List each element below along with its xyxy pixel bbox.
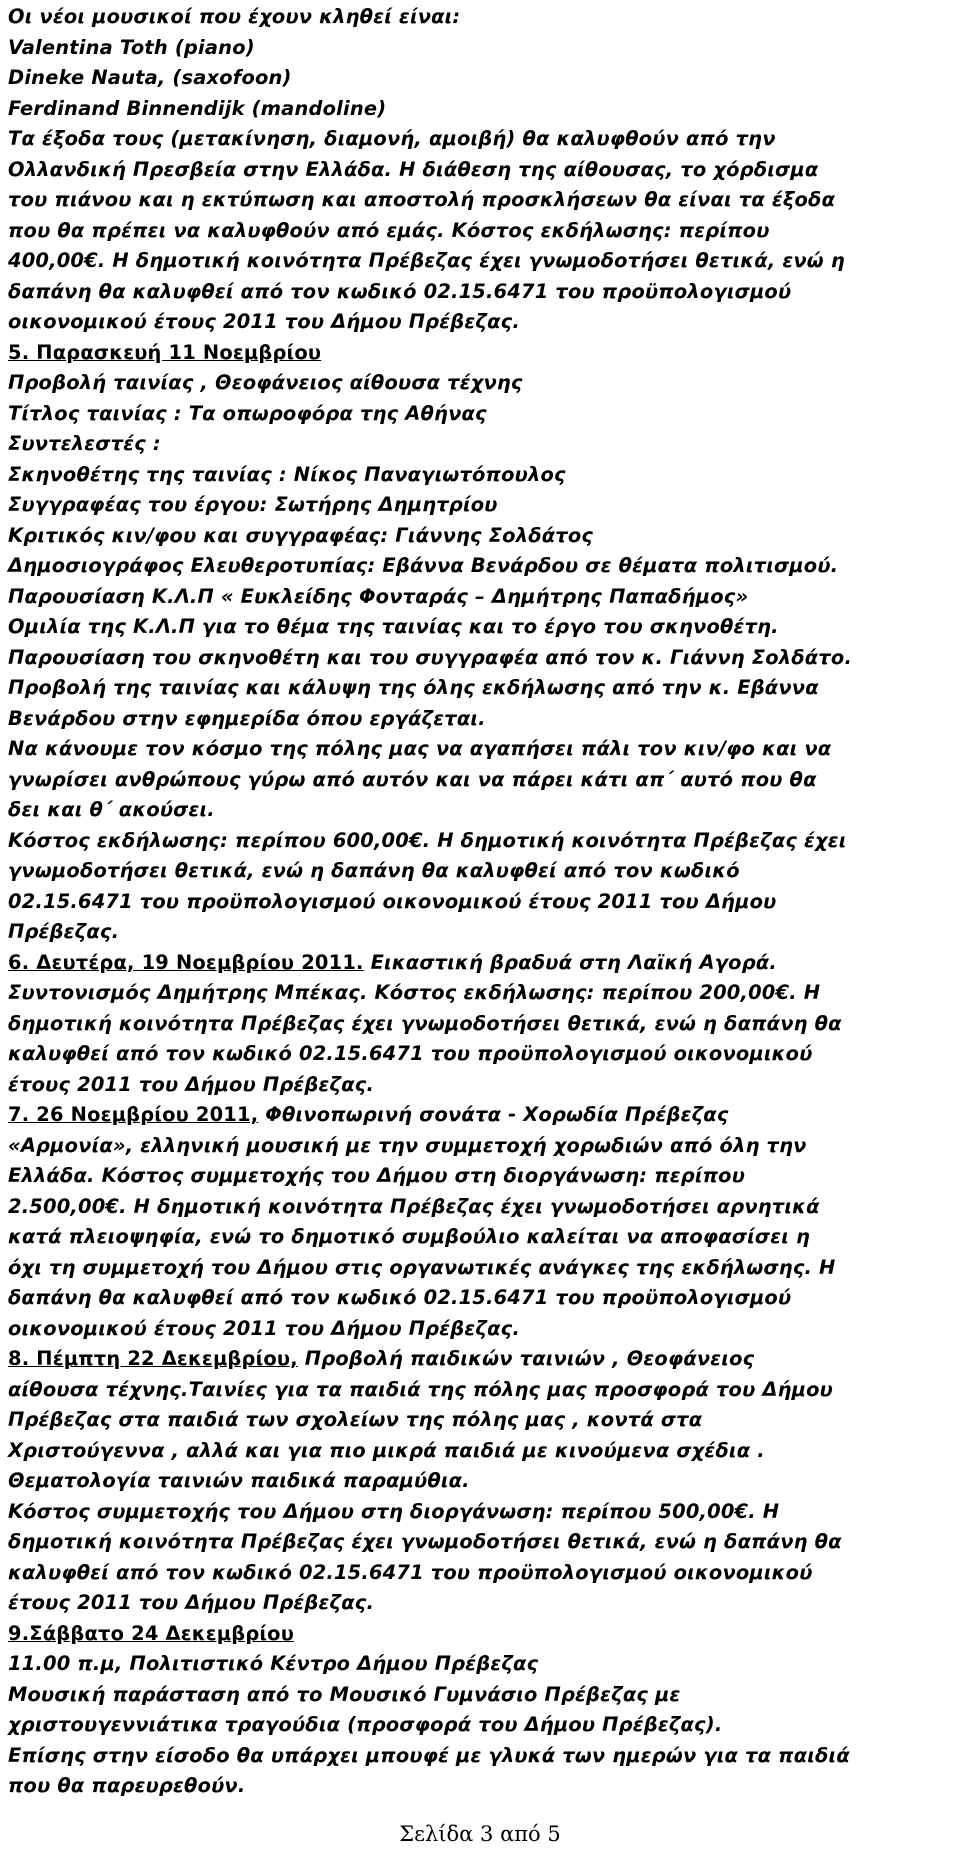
text-line (8, 765, 952, 796)
text-segment: Προβολή παιδικών ταινιών , Θεοφάνειος (297, 1347, 755, 1370)
text-segment: Κόστος συμμετοχής του Δήμου στη διοργάνωση: περίπου 500,00€. Η (8, 1499, 780, 1523)
text-line (8, 124, 952, 155)
section-heading: 9.Σάββατο 24 Δεκεμβρίου (8, 1621, 295, 1645)
text-line (8, 94, 952, 125)
text-segment: Μουσική παράσταση από το Μουσικό Γυμνάσιο Πρέβεζας με (8, 1682, 681, 1706)
text-segment: κατά πλειοψηφία, ενώ το δημοτικό συμβούλιο καλείται να αποφασίσει η (8, 1225, 810, 1248)
text-segment: Τίτλος ταινίας : Τα οπωροφόρα της Αθήνας (8, 401, 487, 425)
text-line (8, 1161, 952, 1192)
text-segment: 02.15.6471 του προϋπολογισμού οικονομικού έτους 2011 του Δήμου (8, 889, 777, 913)
text-segment: που θα πρέπει να καλυφθούν από εμάς. Κόστος εκδήλωσης: περίπου (8, 218, 770, 242)
text-segment: «Αρμονία», ελληνική μουσική με την συμμετοχή χορωδιών από όλη την (8, 1133, 807, 1157)
text-segment: Σκηνοθέτης της ταινίας : Νίκος Παναγιωτόπουλος (8, 462, 566, 486)
text-line (8, 1741, 952, 1772)
text-segment: δαπάνη θα καλυφθεί από τον κωδικό 02.15.6471 του προϋπολογισμού (8, 279, 792, 303)
text-segment: 400,00€. Η δημοτική κοινότητα Πρέβεζας έχει γνωμοδοτήσει θετικά, ενώ η (8, 249, 845, 272)
text-line (8, 1710, 952, 1741)
text-line (8, 795, 952, 826)
text-segment: αίθουσα τέχνης.Ταινίες για τα παιδιά της πόλης μας προσφορά του Δήμου (8, 1377, 833, 1401)
text-line (8, 246, 952, 277)
text-line (8, 1771, 952, 1802)
text-line (8, 1588, 952, 1619)
text-line (8, 429, 952, 460)
text-line (8, 490, 952, 521)
text-line (8, 704, 952, 735)
text-segment: Να κάνουμε τον κόσμο της πόλης μας να αγαπήσει πάλι τον κιν/φο και να (8, 737, 832, 760)
text-segment: Dineke Nauta, (saxofoon) (8, 66, 292, 89)
text-line (8, 1283, 952, 1314)
text-segment: Πρέβεζας. (8, 920, 120, 943)
text-line (8, 887, 952, 918)
text-segment: Προβολή ταινίας , Θεοφάνειος αίθουσα τέχνης (8, 371, 523, 394)
text-segment: Πρέβεζας στα παιδιά των σχολείων της πόλης μας , κοντά στα (8, 1408, 703, 1431)
text-line (8, 1192, 952, 1223)
text-segment: Ελλάδα. Κόστος συμμετοχής του Δήμου στη διοργάνωση: περίπου (8, 1164, 746, 1187)
text-line (8, 1527, 952, 1558)
text-segment: δημοτική κοινότητα Πρέβεζας έχει γνωμοδοτήσει θετικά, ενώ η δαπάνη θα (8, 1011, 842, 1035)
text-segment: του πιάνου και η εκτύπωση και αποστολή προσκλήσεων θα είναι τα έξοδα (8, 188, 836, 211)
text-line (8, 551, 952, 582)
section-heading: 6. Δευτέρα, 19 Νοεμβρίου 2011. (8, 950, 364, 974)
text-segment: Εικαστική βραδυά στη Λαϊκή Αγορά. (363, 950, 777, 974)
text-segment: καλυφθεί από τον κωδικό 02.15.6471 του προϋπολογισμού οικονομικού (8, 1042, 813, 1065)
text-line (8, 1497, 952, 1528)
text-segment: που θα παρευρεθούν. (8, 1774, 246, 1797)
text-line (8, 1649, 952, 1680)
text-segment: Επίσης στην είσοδο θα υπάρχει μπουφέ με γλυκά των ημερών για τα παιδιά (8, 1743, 850, 1767)
text-line (8, 399, 952, 430)
text-segment: Συγγραφέας του έργου: Σωτήρης Δημητρίου (8, 493, 498, 516)
text-line (8, 826, 952, 857)
text-line (8, 1131, 952, 1162)
text-line (8, 1619, 952, 1650)
section-heading: 5. Παρασκευή 11 Νοεμβρίου (8, 340, 322, 364)
page-footer: Σελίδα 3 από 5 (399, 1822, 561, 1846)
text-line (8, 734, 952, 765)
text-segment: Valentina Toth (piano) (8, 35, 255, 59)
text-segment: Κόστος εκδήλωσης: περίπου 600,00€. Η δημοτική κοινότητα Πρέβεζας έχει (8, 828, 847, 852)
text-line (8, 63, 952, 94)
text-line (8, 368, 952, 399)
text-segment: όχι τη συμμετοχή του Δήμου στις οργανωτικές ανάγκες της εκδήλωσης. Η (8, 1255, 836, 1279)
text-line (8, 1070, 952, 1101)
text-line (8, 1436, 952, 1467)
text-line (8, 1344, 952, 1375)
text-segment: Ολλανδική Πρεσβεία στην Ελλάδα. Η διάθεση της αίθουσας, το χόρδισμα (8, 157, 819, 181)
text-line (8, 185, 952, 216)
text-line (8, 1100, 952, 1131)
text-line (8, 1405, 952, 1436)
text-segment: γνωρίσει ανθρώπους γύρω από αυτόν και να πάρει κάτι απ΄ αυτό που θα (8, 767, 817, 791)
text-segment: δαπάνη θα καλυφθεί από τον κωδικό 02.15.6471 του προϋπολογισμού (8, 1286, 792, 1309)
text-line (8, 277, 952, 308)
text-segment: οικονομικού έτους 2011 του Δήμου Πρέβεζας. (8, 310, 520, 333)
text-segment: Χριστούγεννα , αλλά και για πιο μικρά παιδιά με κινούμενα σχέδια . (8, 1438, 765, 1462)
text-segment: οικονομικού έτους 2011 του Δήμου Πρέβεζας. (8, 1316, 520, 1340)
section-heading: 8. Πέμπτη 22 Δεκεμβρίου, (8, 1347, 298, 1370)
text-segment: έτους 2011 του Δήμου Πρέβεζας. (8, 1072, 375, 1096)
text-segment: Ομιλία της Κ.Λ.Π για το θέμα της ταινίας και το έργο του σκηνοθέτη. (8, 615, 779, 638)
text-segment: έτους 2011 του Δήμου Πρέβεζας. (8, 1591, 375, 1614)
text-segment: Ferdinand Binnendijk (mandoline) (8, 96, 387, 120)
text-segment: Κριτικός κιν/φου και συγγραφέας: Γιάννης Σολδάτος (8, 523, 594, 547)
text-line (8, 612, 952, 643)
text-segment: καλυφθεί από τον κωδικό 02.15.6471 του προϋπολογισμού οικονομικού (8, 1560, 813, 1584)
text-line (8, 338, 952, 369)
text-line (8, 216, 952, 247)
text-segment: χριστουγεννιάτικα τραγούδια (προσφορά του Δήμου Πρέβεζας). (8, 1713, 723, 1736)
text-line (8, 521, 952, 552)
text-line (8, 673, 952, 704)
text-segment: δημοτική κοινότητα Πρέβεζας έχει γνωμοδοτήσει θετικά, ενώ η δαπάνη θα (8, 1530, 842, 1553)
section-heading: 7. 26 Νοεμβρίου 2011, (8, 1103, 259, 1126)
text-line (8, 582, 952, 613)
text-line (8, 1253, 952, 1284)
text-segment: Προβολή της ταινίας και κάλυψη της όλης εκδήλωσης από την κ. Εβάννα (8, 676, 819, 699)
text-line (8, 155, 952, 186)
text-segment: Τα έξοδα τους (μετακίνηση, διαμονή, αμοιβή) θα καλυφθούν από την (8, 127, 776, 150)
text-line (8, 643, 952, 674)
text-line (8, 856, 952, 887)
text-line (8, 1009, 952, 1040)
text-segment: 2.500,00€. Η δημοτική κοινότητα Πρέβεζας έχει γνωμοδοτήσει αρνητικά (8, 1194, 820, 1218)
text-line (8, 1558, 952, 1589)
text-line (8, 460, 952, 491)
text-segment: Φθινοπωρινή σονάτα - Χορωδία Πρέβεζας (258, 1103, 729, 1126)
text-segment: Παρουσίαση του σκηνοθέτη και του συγγραφέα από τον κ. Γιάννη Σολδάτο. (8, 645, 853, 669)
text-line (8, 1375, 952, 1406)
text-line (8, 917, 952, 948)
text-segment: Συντονισμός Δημήτρης Μπέκας. Κόστος εκδήλωσης: περίπου 200,00€. Η (8, 981, 821, 1004)
text-segment: γνωμοδοτήσει θετικά, ενώ η δαπάνη θα καλυφθεί από τον κωδικό (8, 859, 740, 882)
text-line (8, 948, 952, 979)
text-line (8, 978, 952, 1009)
text-line (8, 2, 952, 33)
text-line (8, 1680, 952, 1711)
text-line (8, 1039, 952, 1070)
text-segment: Παρουσίαση Κ.Λ.Π « Ευκλείδης Φονταράς – Δημήτρης Παπαδήμος» (8, 584, 749, 608)
text-segment: δει και θ΄ ακούσει. (8, 798, 215, 821)
text-segment: Συντελεστές : (8, 432, 161, 455)
text-line (8, 1314, 952, 1345)
text-line (8, 1222, 952, 1253)
text-line (8, 1466, 952, 1497)
text-segment: Βενάρδου στην εφημερίδα όπου εργάζεται. (8, 706, 486, 730)
text-line (8, 307, 952, 338)
text-segment: Οι νέοι μουσικοί που έχουν κληθεί είναι: (8, 5, 461, 28)
document-page (8, 2, 956, 1802)
text-segment: 11.00 π.μ, Πολιτιστικό Κέντρο Δήμου Πρέβεζας (8, 1652, 539, 1675)
text-segment: Δημοσιογράφος Ελευθεροτυπίας: Εβάννα Βενάρδου σε θέματα πολιτισμού. (8, 554, 839, 577)
text-segment: Θεματολογία ταινιών παιδικά παραμύθια. (8, 1469, 470, 1492)
text-line (8, 33, 952, 64)
